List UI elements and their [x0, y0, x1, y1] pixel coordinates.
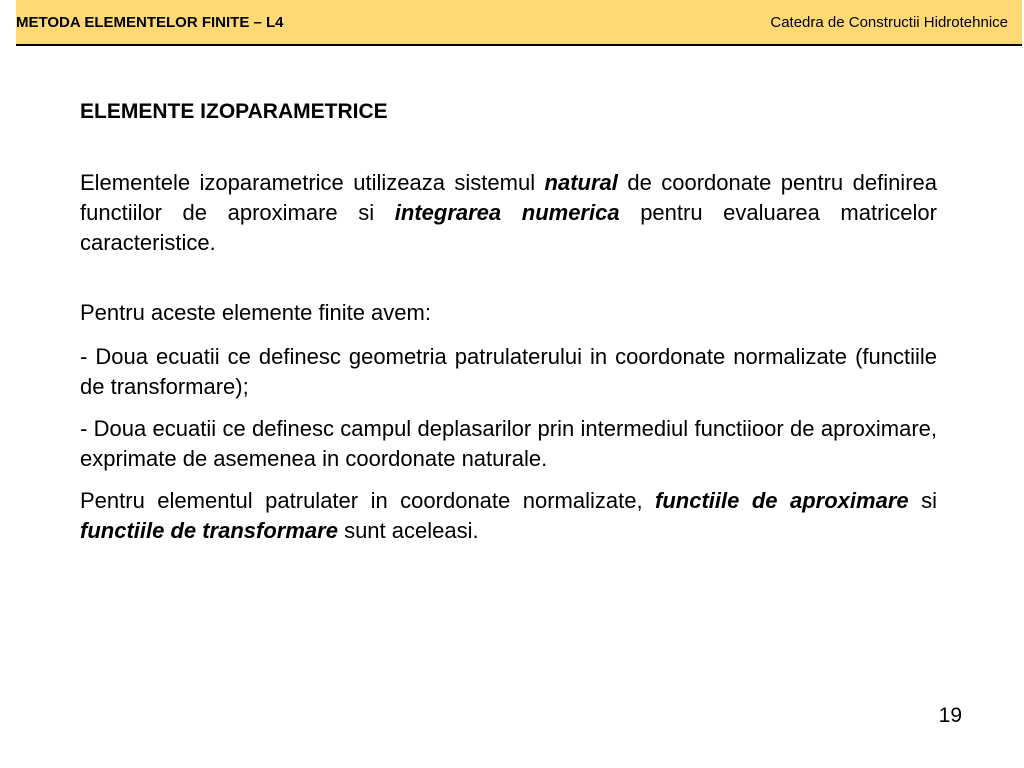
text-run: Pentru elementul patrulater in coordonate normalizate,: [80, 488, 656, 513]
slide-title: ELEMENTE IZOPARAMETRICE: [80, 100, 388, 123]
emphasis-integrarea-numerica: integrarea numerica: [394, 200, 620, 225]
paragraph-bullet-geometry: - Doua ecuatii ce definesc geometria patrulaterului in coordonate normalizate (functiile de transformare);: [80, 344, 937, 399]
slide-content: [80, 168, 937, 558]
paragraph-intro: [80, 168, 937, 258]
emphasis-functiile-de-aproximare: functiile de aproximare: [655, 488, 909, 513]
page-number: 19: [938, 704, 962, 727]
paragraph-list-intro: Pentru aceste elemente finite avem:: [80, 300, 431, 325]
text-run: de coordonate pentru definirea functiilor de aproximare si: [80, 170, 937, 225]
text-run: si: [908, 488, 937, 513]
paragraph-bullet-displacement: - Doua ecuatii ce definesc campul deplasarilor prin intermediul functiioor de aproximare, exprimate de asemenea in coordonate naturale.: [80, 416, 937, 471]
header-course-title: METODA ELEMENTELOR FINITE – L4: [16, 14, 284, 31]
emphasis-functiile-de-transformare: functiile de transformare: [80, 518, 338, 543]
paragraph-conclusion: [80, 486, 937, 546]
text-run: sunt aceleasi.: [337, 518, 479, 543]
header-bar: [16, 0, 1022, 46]
text-run: pentru evaluarea matricelor caracteristice.: [80, 200, 937, 255]
header-department: Catedra de Constructii Hidrotehnice: [770, 14, 1008, 31]
text-run: Elementele izoparametrice utilizeaza sistemul: [80, 170, 545, 195]
emphasis-natural: natural: [544, 170, 618, 195]
